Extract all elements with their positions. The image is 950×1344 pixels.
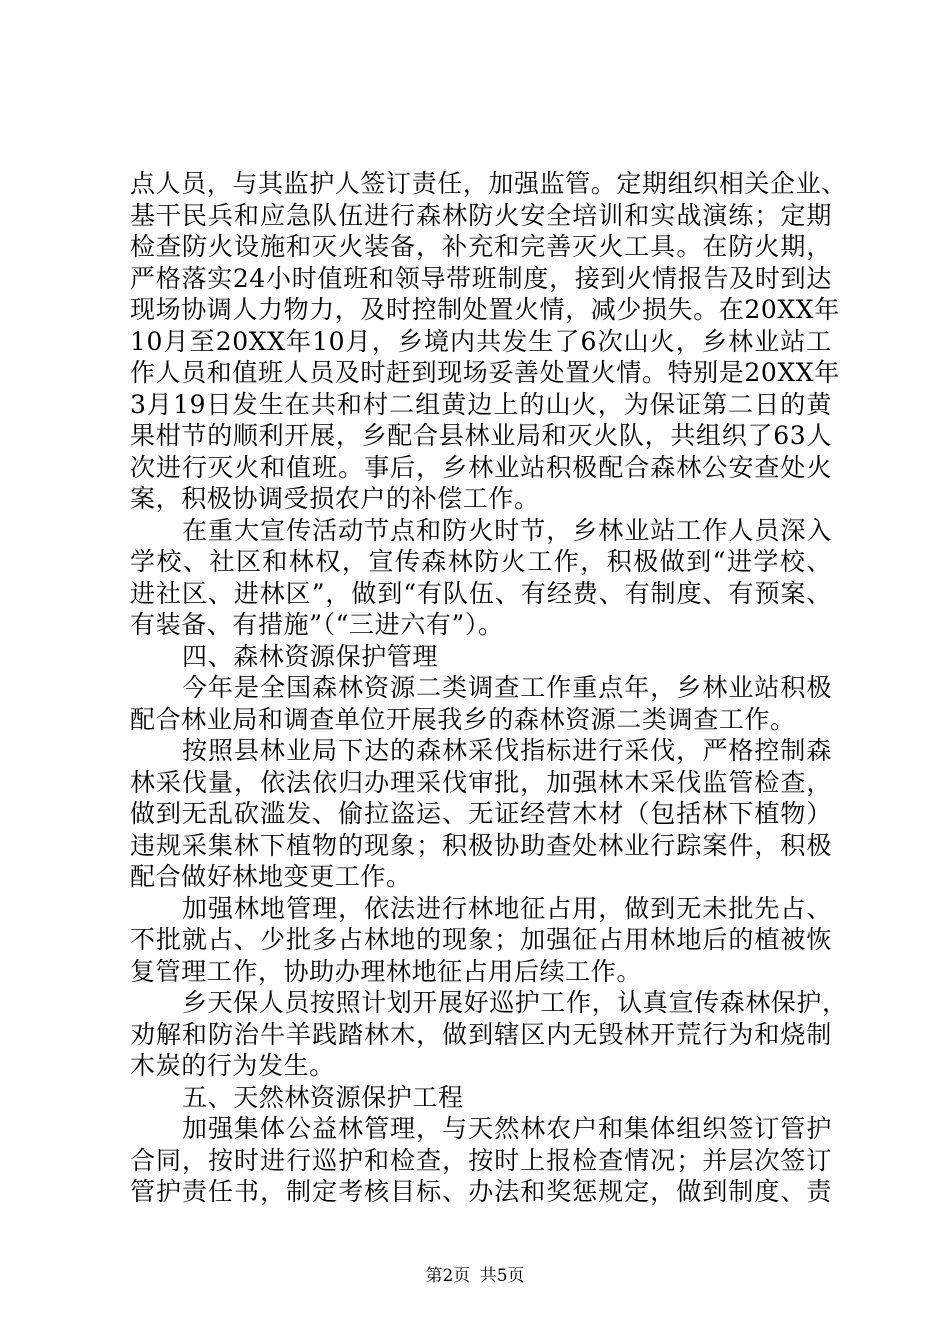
text-line: 做到无乱砍滥发、偷拉盗运、无证经营木材（包括林下植物） [130,799,832,828]
text-line: 进社区、进林区”，做到“有队伍、有经费、有制度、有预案、 [130,578,832,608]
text-line: 按照县林业局下达的森林采伐指标进行采伐，严格控制森 [182,736,832,765]
text-line: 配合林业局和调查单位开展我乡的森林资源二类调查工作。 [130,704,796,734]
text-line: 木炭的行为发生。 [130,1051,335,1080]
text-line: 10月至20XX年10月，乡境内共发生了6次山火，乡林业站工 [130,326,832,356]
text-line: 配合做好林地变更工作。 [130,862,412,891]
text-line: 管护责任书，制定考核目标、办法和奖惩规定，做到制度、责 [130,1177,832,1206]
text-line: 检查防火设施和灭火装备，补充和完善灭火工具。在防火期， [130,232,832,261]
text-line: 现场协调人力物力，及时控制处置火情，减少损失。在20XX年 [130,295,840,324]
text-line: 3月19日发生在共和村二组黄边上的山火，为保证第二日的黄 [130,389,832,419]
text-line: 合同，按时进行巡护和检查，按时上报检查情况；并层次签订 [130,1145,832,1175]
text-line: 加强林地管理，依法进行林地征占用，做到无未批先占、 [182,893,832,923]
text-line: 在重大宣传活动节点和防火时节，乡林业站工作人员深入 [182,515,832,545]
text-line: 乡天保人员按照计划开展好巡护工作，认真宣传森林保护， [182,988,848,1017]
page-number: 第2页 [425,1266,471,1286]
text-line: 次进行灭火和值班。事后，乡林业站积极配合森林公安查处火 [130,452,832,482]
text-line: 案，积极协调受损农户的补偿工作。 [130,484,540,513]
text-line: 作人员和值班人员及时赶到现场妥善处置火情。特别是20XX年 [130,358,840,387]
text-line: 违规采集林下植物的现象；积极协助查处林业行踪案件，积极 [130,830,832,860]
text-line: 基干民兵和应急队伍进行森林防火安全培训和实战演练；定期 [130,200,832,230]
text-line: 复管理工作，协助办理林地征占用后续工作。 [130,956,643,986]
text-line: 严格落实24小时值班和领导带班制度，接到火情报告及时到达 [130,263,832,293]
text-line: 点人员，与其监护人签订责任，加强监管。定期组织相关企业、 [130,169,847,198]
text-line: 劝解和防治牛羊践踏林木，做到辖区内无毁林开荒行为和烧制 [130,1019,832,1049]
text-line: 林采伐量，依法依归办理采伐审批，加强林木采伐监管检查， [130,767,832,797]
text-line: 五、天然林资源保护工程 [182,1082,464,1112]
page-footer [0,1261,950,1286]
text-line: 有装备、有措施”（“三进六有”）。 [130,610,504,639]
text-line: 四、森林资源保护管理 [182,641,439,671]
text-line: 加强集体公益林管理，与天然林农户和集体组织签订管护 [182,1114,832,1143]
text-line: 今年是全国森林资源二类调查工作重点年，乡林业站积极 [182,673,832,702]
text-line: 不批就占、少批多占林地的现象；加强征占用林地后的植被恢 [130,925,832,954]
text-line: 学校、社区和林权，宣传森林防火工作，积极做到“进学校、 [130,547,832,576]
text-line: 果柑节的顺利开展，乡配合县林业局和灭火队，共组织了63人 [130,421,832,450]
page-total: 共5页 [479,1266,525,1286]
document-body [130,168,848,1208]
